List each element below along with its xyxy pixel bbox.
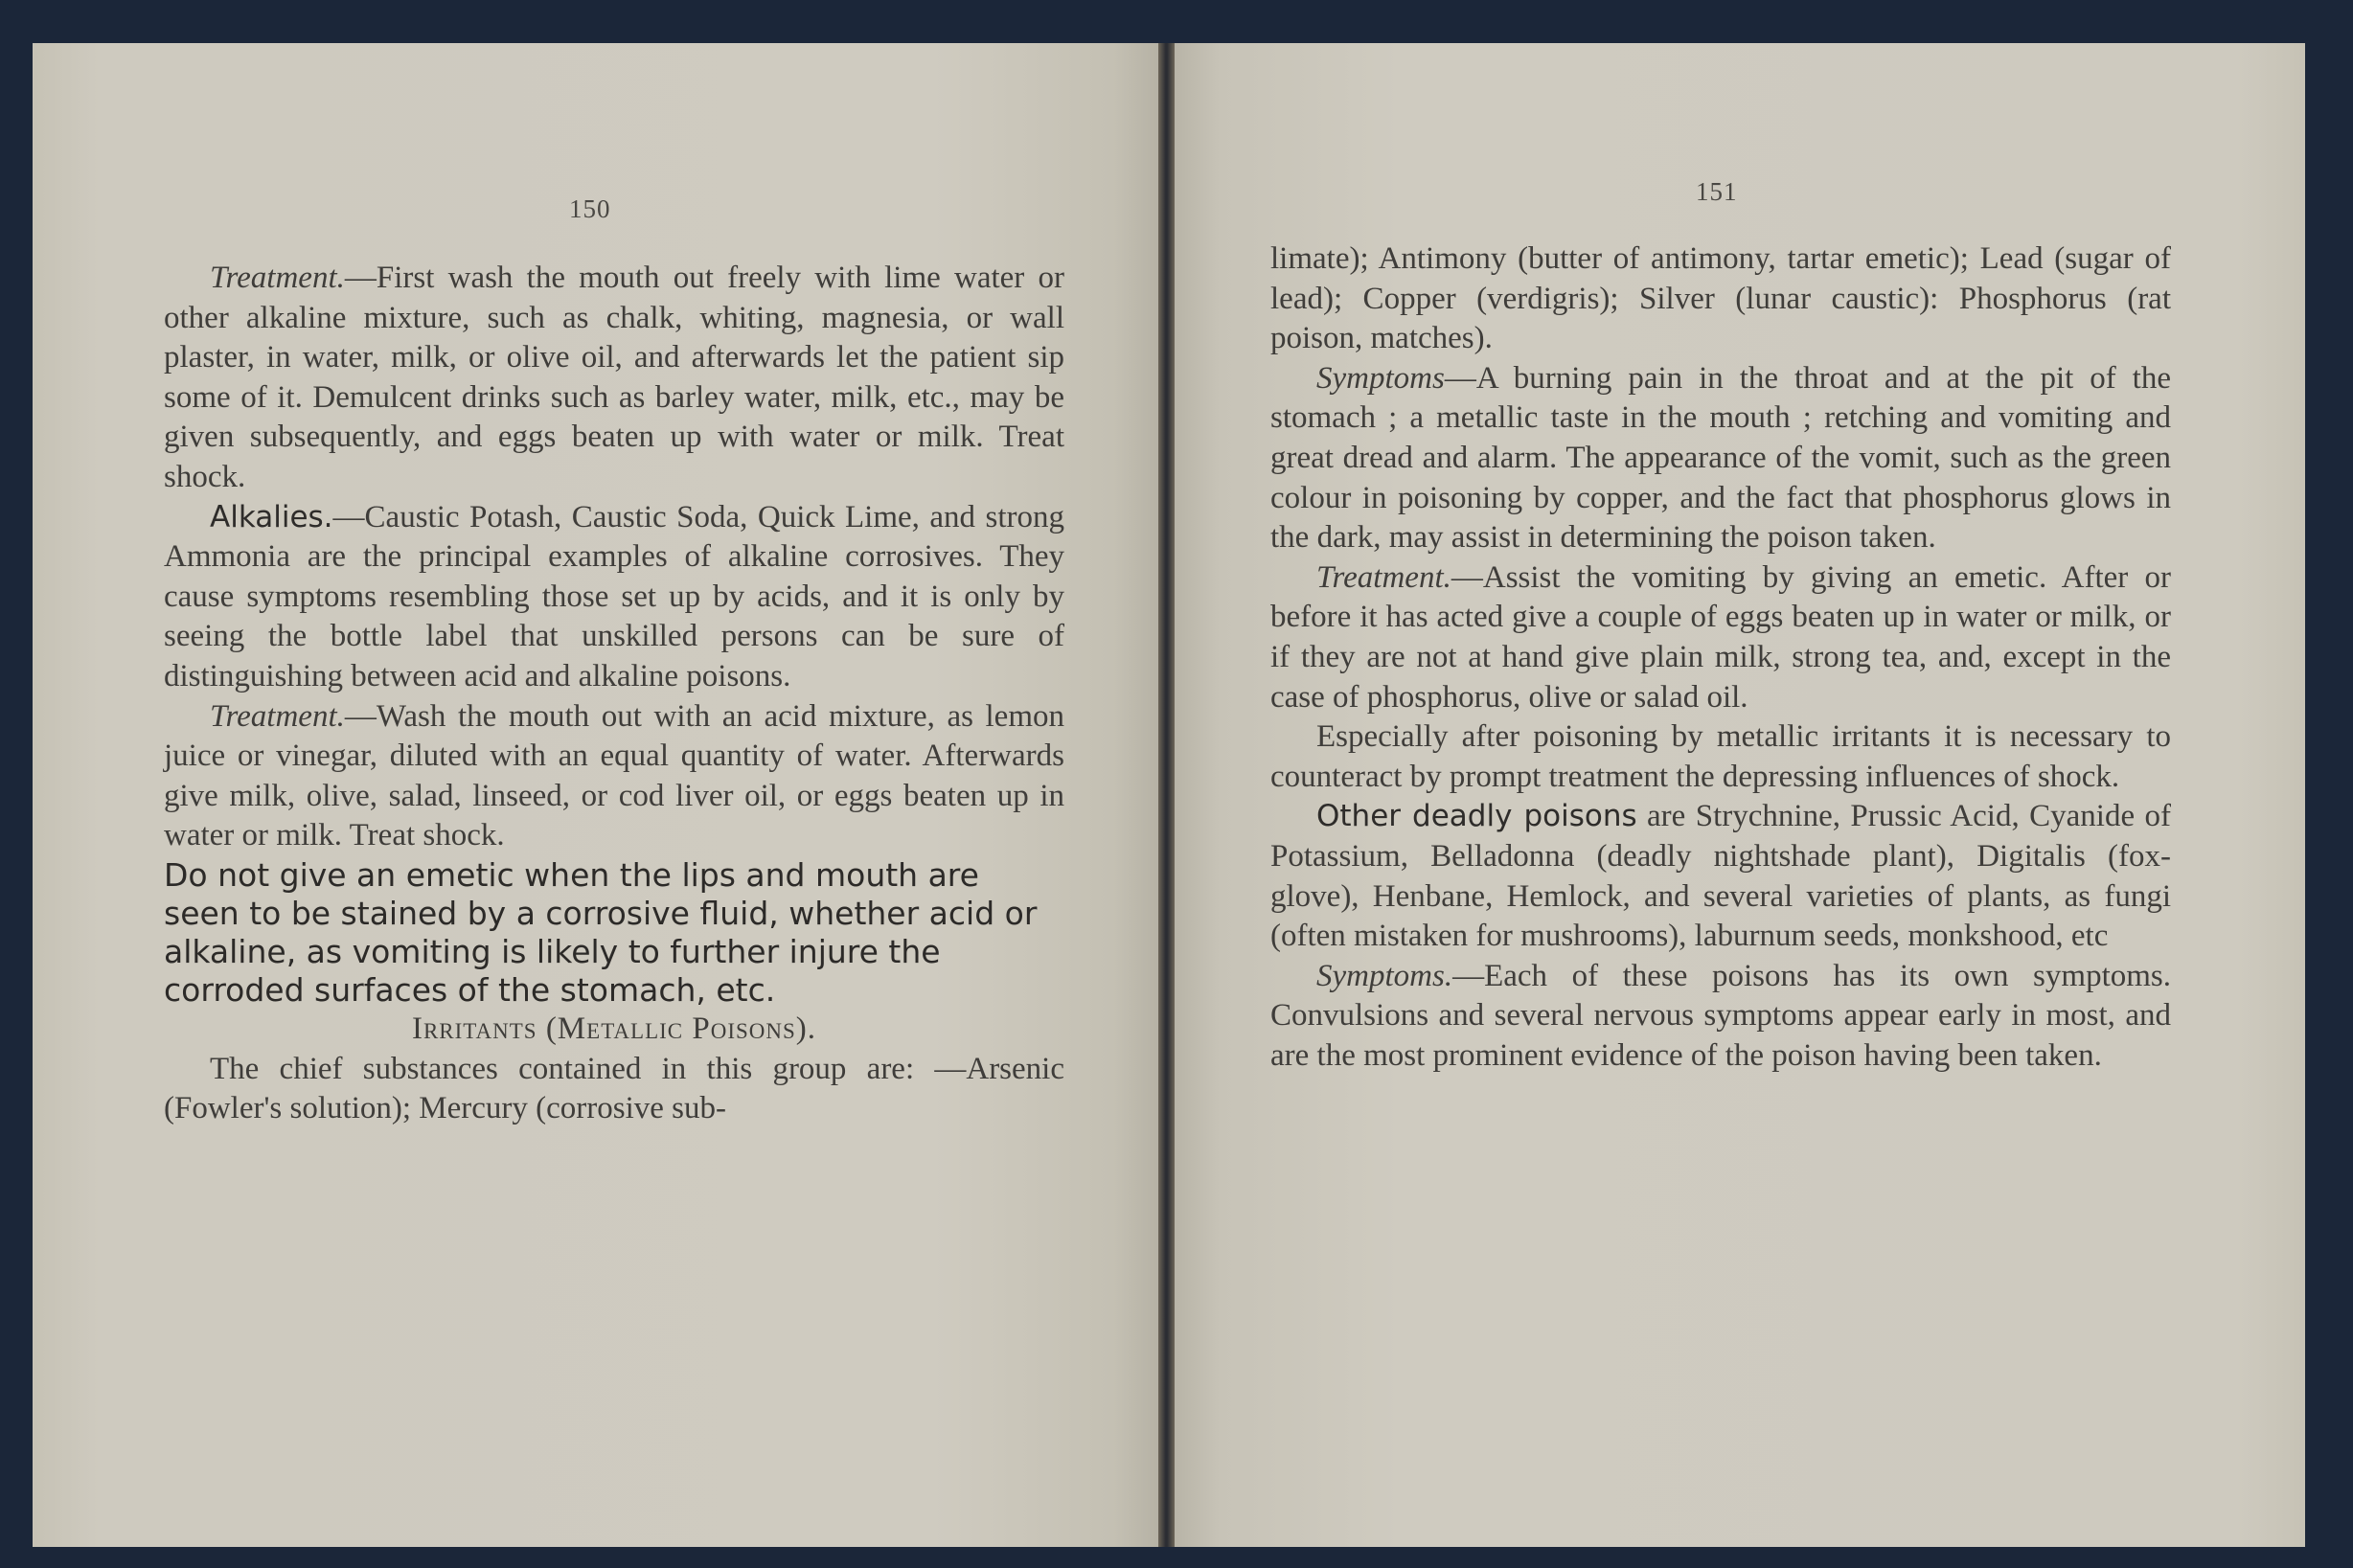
symptoms-text: —A burning pain in the throat and at the pit of the stomach ; a metallic taste in the mouth ; retching and vomiting and great dread and alarm. The appearance of the vomit, such as the green colour in poisoning by copper, and the fact that phosphorus glows in the dark, may assist in determining the poison taken. (1270, 360, 2171, 556)
emetic-warning: Do not give an emetic when the lips and mouth are seen to be stained by a corrosive fluid, whether acid or alkaline, as vomiting is likely to further injure the corroded surfaces of the stomach, etc. (164, 855, 1038, 1009)
irritants-section-heading: Irritants (Metallic Poisons). (411, 1011, 817, 1046)
alkalies-paragraph (164, 498, 1064, 697)
treatment-label: Treatment. (210, 261, 345, 295)
page-number-left: 150 (569, 194, 611, 223)
irritants-continued-paragraph: limate); Antimony (butter of antimony, tartar emetic); Lead (sugar of lead); Copper (verdigris); Silver (lunar caustic): Phosphorus (rat poison, matches). (1270, 241, 2171, 356)
page-number-right: 151 (1696, 177, 1738, 206)
treatment-label: Treatment. (210, 698, 345, 734)
treatment-text: —Assist the vomiting by giving an emetic. After or before it has acted give a couple of eggs beaten up in water or milk, or if they are not at hand give plain milk, strong tea, and, except in the case of phosphorus, olive or salad oil. (1270, 559, 2171, 715)
left-page-text (164, 259, 1064, 1129)
treatment-text: —Wash the mouth out with an acid mixture, as lemon juice or vinegar, diluted with an equal quantity of water. Afterwards give milk, olive, salad, linseed, or cod liver oil, or eggs beaten up in water or milk. Treat shock. (164, 698, 1064, 853)
right-page (1175, 43, 2305, 1547)
symptoms-irritants-paragraph (1270, 359, 2171, 558)
irritants-paragraph: The chief substances contained in this group are: —Arsenic (Fowler's solution); Mercury (corrosive sub- (164, 1051, 1064, 1126)
left-page (33, 43, 1158, 1547)
shock-paragraph: Especially after poisoning by metallic irritants it is necessary to counteract by prompt treatment the depressing influences of shock. (1270, 719, 2171, 794)
treatment-alkalies-paragraph (164, 697, 1064, 856)
deadly-poisons-text: are Strychnine, Prussic Acid, Cyanide of Potassium, Belladonna (deadly nightshade plant), Digitalis (fox-glove), Henbane, Hemlock, and several varieties of plants, as fungi (often mistaken for mushrooms), laburnum seeds, monkshood, etc (1270, 799, 2171, 954)
right-page-text (1270, 239, 2171, 1076)
deadly-poisons-heading: Other deadly poisons (1316, 799, 1637, 834)
treatment-acids-paragraph (164, 259, 1064, 498)
treatment-irritants-paragraph (1270, 558, 2171, 717)
alkalies-text: —Caustic Potash, Caustic Soda, Quick Lime, and strong Ammonia are the principal examples of alkaline corrosives. They cause symptoms resembling those set up by acids, and it is only by seeing the bottle label that unskilled persons can be sure of distinguishing between acid and alkaline poisons. (164, 499, 1064, 693)
symptoms-deadly-paragraph (1270, 957, 2171, 1077)
symptoms-label: Symptoms (1316, 360, 1445, 396)
symptoms-label: Symptoms. (1316, 958, 1453, 993)
deadly-poisons-paragraph (1270, 797, 2171, 956)
treatment-text: —First wash the mouth out freely with lime water or other alkaline mixture, such as chalk, whiting, magnesia, or wall plaster, in water, milk, or olive oil, and afterwards let the patient sip some of it. Demulcent drinks such as barley water, milk, etc., may be given subsequently, and eggs beaten up with water or milk. Treat shock. (164, 261, 1064, 494)
symptoms-text: —Each of these poisons has its own symptoms. Convulsions and several nervous symptoms appear early in most, and are the most prominent evidence of the poison having been taken. (1270, 958, 2171, 1073)
book-gutter (1158, 43, 1175, 1547)
alkalies-heading: Alkalies. (210, 499, 333, 534)
treatment-label: Treatment. (1316, 559, 1451, 595)
